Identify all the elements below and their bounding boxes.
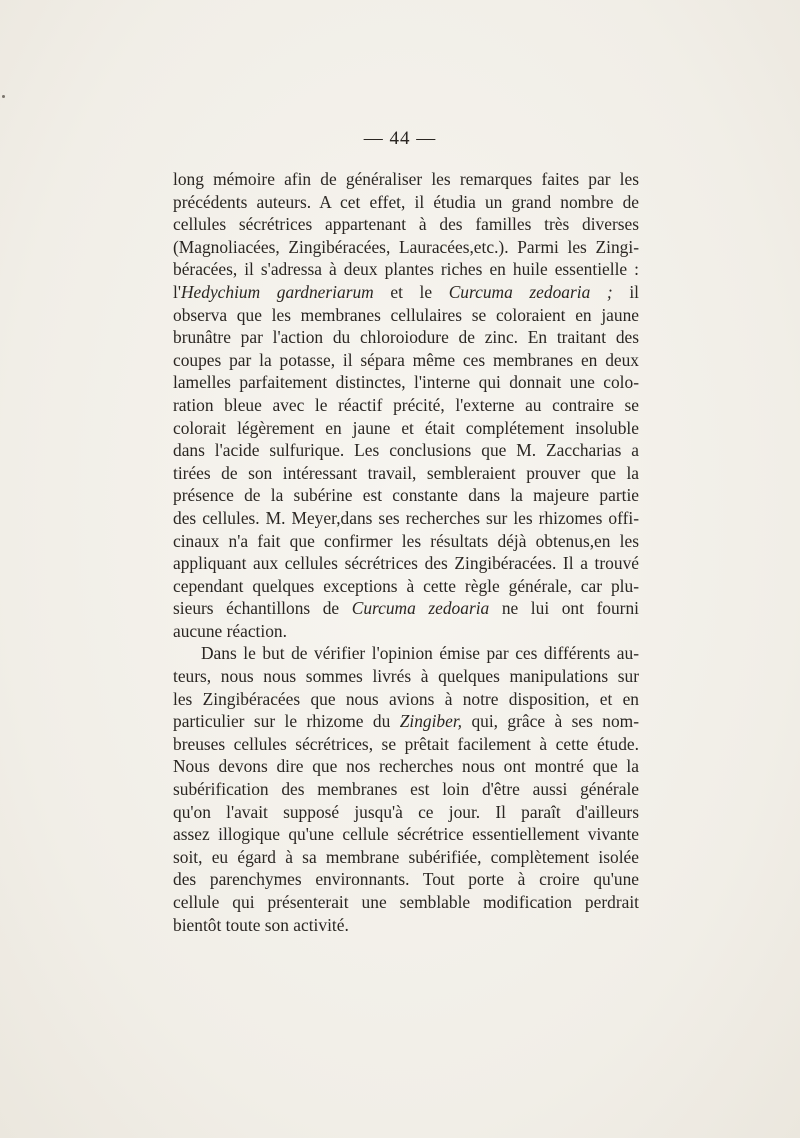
text-line bbox=[173, 439, 639, 462]
text-line bbox=[173, 778, 639, 801]
text-segment: cependant quelques exceptions à cette règle générale, car plu- bbox=[173, 575, 639, 596]
text-line bbox=[173, 462, 639, 485]
text-line bbox=[173, 710, 639, 733]
text-segment: particulier sur le rhizome du bbox=[173, 711, 400, 732]
text-line bbox=[173, 530, 639, 553]
text-line bbox=[173, 846, 639, 869]
text-line bbox=[173, 620, 639, 643]
text-segment: qui, grâce à ses nom- bbox=[462, 711, 639, 732]
text-segment: Nous devons dire que nos recherches nous ont montré que la bbox=[173, 756, 639, 777]
text-line bbox=[173, 597, 639, 620]
text-line bbox=[173, 755, 639, 778]
text-line bbox=[173, 484, 639, 507]
text-line bbox=[173, 575, 639, 598]
scan-mark bbox=[2, 95, 5, 98]
text-segment: cellule qui présenterait une semblable modification perdrait bbox=[173, 892, 639, 912]
text-segment: breuses cellules sécrétrices, se prêtait facilement à cette étude. bbox=[173, 733, 639, 754]
text-segment: cinaux n'a fait que confirmer les résultats déjà obtenus,en les bbox=[173, 530, 639, 551]
text-segment: (Magnoliacées, Zingibéracées, Lauracées,etc.). Parmi les Zingi- bbox=[173, 236, 639, 257]
text-segment: et le bbox=[373, 281, 449, 302]
text-line bbox=[173, 191, 639, 214]
text-segment: colorait légèrement en jaune et était complétement insoluble bbox=[173, 417, 639, 438]
text-line bbox=[173, 281, 639, 304]
text-line bbox=[173, 891, 639, 914]
text-line bbox=[173, 168, 639, 191]
text-line bbox=[173, 394, 639, 417]
text-segment: présence de la subérine est constante dans la majeure partie bbox=[173, 485, 639, 506]
text-segment: observa que les membranes cellulaires se coloraient en jaune bbox=[173, 304, 639, 325]
text-segment: tirées de son intéressant travail, sembleraient prouver que la bbox=[173, 462, 639, 483]
italic-term: Zingiber, bbox=[399, 711, 463, 732]
text-line bbox=[173, 326, 639, 349]
text-segment: coupes par la potasse, il sépara même ces membranes en deux bbox=[173, 349, 639, 370]
page-number: — 44 — bbox=[363, 128, 437, 149]
text-line bbox=[173, 688, 639, 711]
text-segment: les Zingibéracées que nous avions à notre disposition, et en bbox=[173, 688, 639, 709]
paragraph bbox=[173, 642, 639, 936]
text-segment: sieurs échantillons de bbox=[173, 598, 352, 619]
text-segment: qu'on l'avait supposé jusqu'à ce jour. Il paraît d'ailleurs bbox=[173, 801, 639, 822]
text-segment: assez illogique qu'une cellule sécrétrice essentiellement vivante bbox=[173, 824, 639, 845]
text-segment: bientôt toute son activité. bbox=[173, 914, 349, 935]
text-line bbox=[173, 642, 639, 665]
text-line bbox=[173, 823, 639, 846]
text-line bbox=[173, 507, 639, 530]
text-segment: appliquant aux cellules sécrétrices des Zingibéracées. Il a trouvé bbox=[173, 553, 639, 574]
text-segment: ne lui ont fourni bbox=[489, 598, 639, 619]
text-line bbox=[173, 914, 639, 937]
text-line bbox=[173, 213, 639, 236]
text-segment: long mémoire afin de généraliser les remarques faites par les bbox=[173, 169, 639, 189]
text-line bbox=[173, 304, 639, 327]
text-segment: l' bbox=[173, 281, 181, 302]
body-text bbox=[173, 168, 639, 936]
text-segment: précédents auteurs. A cet effet, il étudia un grand nombre de bbox=[173, 191, 639, 212]
text-line bbox=[173, 733, 639, 756]
text-segment: des cellules. M. Meyer,dans ses recherches sur les rhizomes offi- bbox=[173, 507, 639, 528]
text-segment: dans l'acide sulfurique. Les conclusions que M. Zaccharias a bbox=[173, 440, 639, 461]
text-line bbox=[173, 665, 639, 688]
text-segment: aucune réaction. bbox=[173, 620, 287, 641]
text-line bbox=[173, 258, 639, 281]
text-segment: lamelles parfaitement distinctes, l'interne qui donnait une colo- bbox=[173, 372, 639, 393]
text-segment: cellules sécrétrices appartenant à des familles très diverses bbox=[173, 214, 639, 235]
text-line bbox=[173, 371, 639, 394]
italic-term: Curcuma zedoaria ; bbox=[448, 281, 613, 302]
paragraph bbox=[173, 168, 639, 642]
text-segment: il bbox=[612, 281, 639, 302]
text-line bbox=[173, 552, 639, 575]
text-segment: des parenchymes environnants. Tout porte à croire qu'une bbox=[173, 869, 639, 890]
text-segment: ration bleue avec le réactif précité, l'externe au contraire se bbox=[173, 394, 639, 415]
text-segment: soit, eu égard à sa membrane subérifiée, complètement isolée bbox=[173, 846, 639, 867]
italic-term: Hedychium gardneriarum bbox=[180, 281, 374, 302]
text-line bbox=[173, 868, 639, 891]
text-segment: brunâtre par l'action du chloroiodure de zinc. En traitant des bbox=[173, 327, 639, 348]
italic-term: Curcuma zedoaria bbox=[351, 598, 490, 619]
text-segment: teurs, nous nous sommes livrés à quelques manipulations sur bbox=[173, 666, 639, 687]
text-segment: subérification des membranes est loin d'être aussi générale bbox=[173, 779, 639, 800]
text-line bbox=[173, 801, 639, 824]
text-segment: béracées, il s'adressa à deux plantes riches en huile essentielle : bbox=[173, 259, 639, 280]
text-line bbox=[173, 236, 639, 259]
text-line bbox=[173, 349, 639, 372]
text-line bbox=[173, 417, 639, 440]
text-segment: Dans le but de vérifier l'opinion émise par ces différents au- bbox=[201, 643, 639, 664]
